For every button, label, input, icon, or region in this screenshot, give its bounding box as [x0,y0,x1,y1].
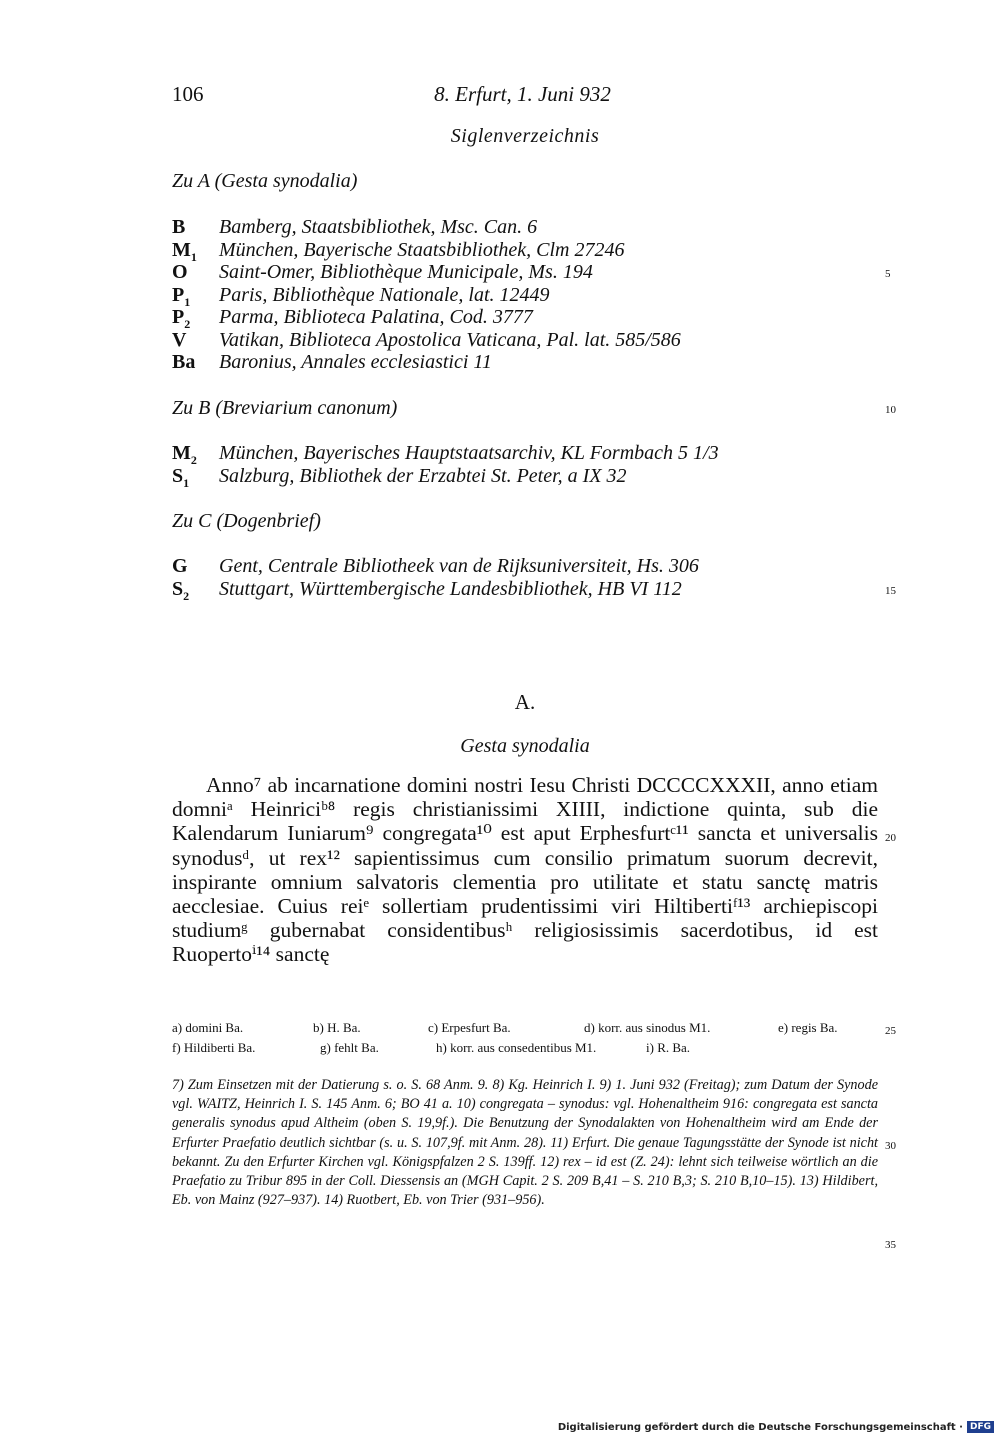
siglum: $P_1$ [172,284,191,309]
siglum-entry [172,261,878,284]
source-name: Paris, Bibliothèque Nationale, lat. 12449 [219,284,550,306]
siglum-entry [172,465,878,488]
siglum: $S_2$ [172,578,190,603]
siglum-entry [172,306,878,329]
siglum: $P_2$ [172,306,191,331]
apparatus-note: b) H. Ba. [313,1020,361,1035]
siglum: $S_1$ [172,465,190,490]
commentary-notes: 7) Zum Einsetzen mit der Datierung s. o. S. 68 Anm. 9. 8) Kg. Heinrich I. 9) 1. Juni 932 (Freitag); zum Datum der Synode vgl. WAITZ, Heinrich I. S. 145 Anm. 6; BO 41 a. 10) congregata – synodus: vgl. Hohenaltheim 916: congregata est sancta generalis synodus apud Altheim (oben S. 19,9f.). Die Benutzung der Synodalakten von Hohenaltheim wird am Ende der Erfurter Praefatio deutlich sichtbar (s. u. S. 107,9f. mit Anm. 28). 11) Erfurt. Die genaue Tagungsstätte der Synode ist nicht bekannt. Zu den Erfurter Kirchen vgl. Königspfalzen 2 S. 139ff. 12) rex – id est (Z. 24): lehnt sich teilweise wörtlich an die Praefatio zu Tribur 895 in der Coll. Diessensis an (MGH Capit. 2 S. 209 B,41 – S. 210 B,3; S. 210 B,10–15). 13) Hildibert, Eb. von Mainz (927–937). 14) Ruotbert, Eb. von Trier (931–956). [172,1077,878,1209]
siglum: Ba [172,351,196,373]
line-number: 25 [885,1025,896,1037]
source-name: Baronius, Annales ecclesiastici 11 [219,351,492,373]
apparatus-note: e) regis Ba. [778,1020,838,1035]
siglum: $M_1$ [172,239,197,264]
siglum: O [172,261,188,283]
source-name: München, Bayerisches Hauptstaatsarchiv, KL Formbach 5 1/3 [219,442,719,464]
apparatus-note: h) korr. aus consedentibus M1. [436,1040,597,1055]
apparatus-note: f) Hildiberti Ba. [172,1040,256,1055]
source-name: Gent, Centrale Bibliotheek van de Rijksuniversiteit, Hs. 306 [219,555,699,577]
siglum-entry [172,578,878,601]
apparatus-note: a) domini Ba. [172,1020,244,1035]
apparatus-note: c) Erpesfurt Ba. [428,1020,511,1035]
apparatus-note: d) korr. aus sinodus M1. [584,1020,711,1035]
page-number: 106 [172,82,204,106]
running-title: 8. Erfurt, 1. Juni 932 [434,82,611,106]
line-number: 10 [885,404,896,416]
section-title: Gesta synodalia [460,735,590,757]
line-number: 35 [885,1239,896,1251]
apparatus-note: i) R. Ba. [646,1040,691,1055]
edition-text: Anno⁷ ab incarnatione domini nostri Iesu Christi DCCCCXXXII, anno etiam domniᵃ Heinriciᵇ⁸ regis christianissimi XIIII, indictione quinta, sub die Kalendarum Iuniarum⁹ congregata¹⁰ est aput Erphesfurtᶜ¹¹ sancta et universalis synodusᵈ, ut rex¹² sapientissimus cum consilio primatum suorum decrevit, inspirante omnium salvatoris clementia pro utilitate et statu sanctę matris aecclesiae. Cuius reiᵉ sollertiam prudentissimi viri Hiltibertiᶠ¹³ archiepiscopi studiumᵍ gubernabat considentibusʰ religiosissimis sacerdotibus, id est Ruopertoⁱ¹⁴ sanctę [172,773,878,967]
siglum: B [172,216,186,238]
siglum: $M_2$ [172,442,197,467]
digitization-credit [558,1421,994,1433]
siglum: G [172,555,188,577]
section-letter: A. [514,690,536,714]
source-name: Salzburg, Bibliothek der Erzabtei St. Peter, a IX 32 [219,465,627,487]
line-number: 20 [885,832,896,844]
siglum-entry [172,329,878,352]
line-number: 5 [885,268,891,280]
line-number: 30 [885,1140,896,1152]
source-name: Bamberg, Staatsbibliothek, Msc. Can. 6 [219,216,538,238]
siglum-entry [172,351,878,374]
source-name: München, Bayerische Staatsbibliothek, Clm 27246 [219,239,625,261]
source-name: Stuttgart, Württembergische Landesbibliothek, HB VI 112 [219,578,682,600]
group-title-b: Zu B (Breviarium canonum) [172,397,398,419]
source-name: Parma, Biblioteca Palatina, Cod. 3777 [219,306,533,328]
siglum-entry [172,555,878,578]
apparatus-note: g) fehlt Ba. [320,1040,379,1055]
source-name: Saint-Omer, Bibliothèque Municipale, Ms. 194 [219,261,593,283]
line-number: 15 [885,585,896,597]
siglum-entry [172,284,878,307]
group-title-a: Zu A (Gesta synodalia) [172,170,358,192]
siglum-entry [172,442,878,465]
siglum-entry [172,216,878,239]
siglen-title: Siglenverzeichnis [450,125,600,147]
dfg-logo: DFG [967,1421,994,1433]
source-name: Vatikan, Biblioteca Apostolica Vaticana, Pal. lat. 585/586 [219,329,681,351]
credit-text: Digitalisierung gefördert durch die Deutsche Forschungsgemeinschaft · [557,1421,963,1433]
siglum-entry [172,239,878,262]
siglum: V [172,329,187,351]
group-title-c: Zu C (Dogenbrief) [172,510,321,532]
